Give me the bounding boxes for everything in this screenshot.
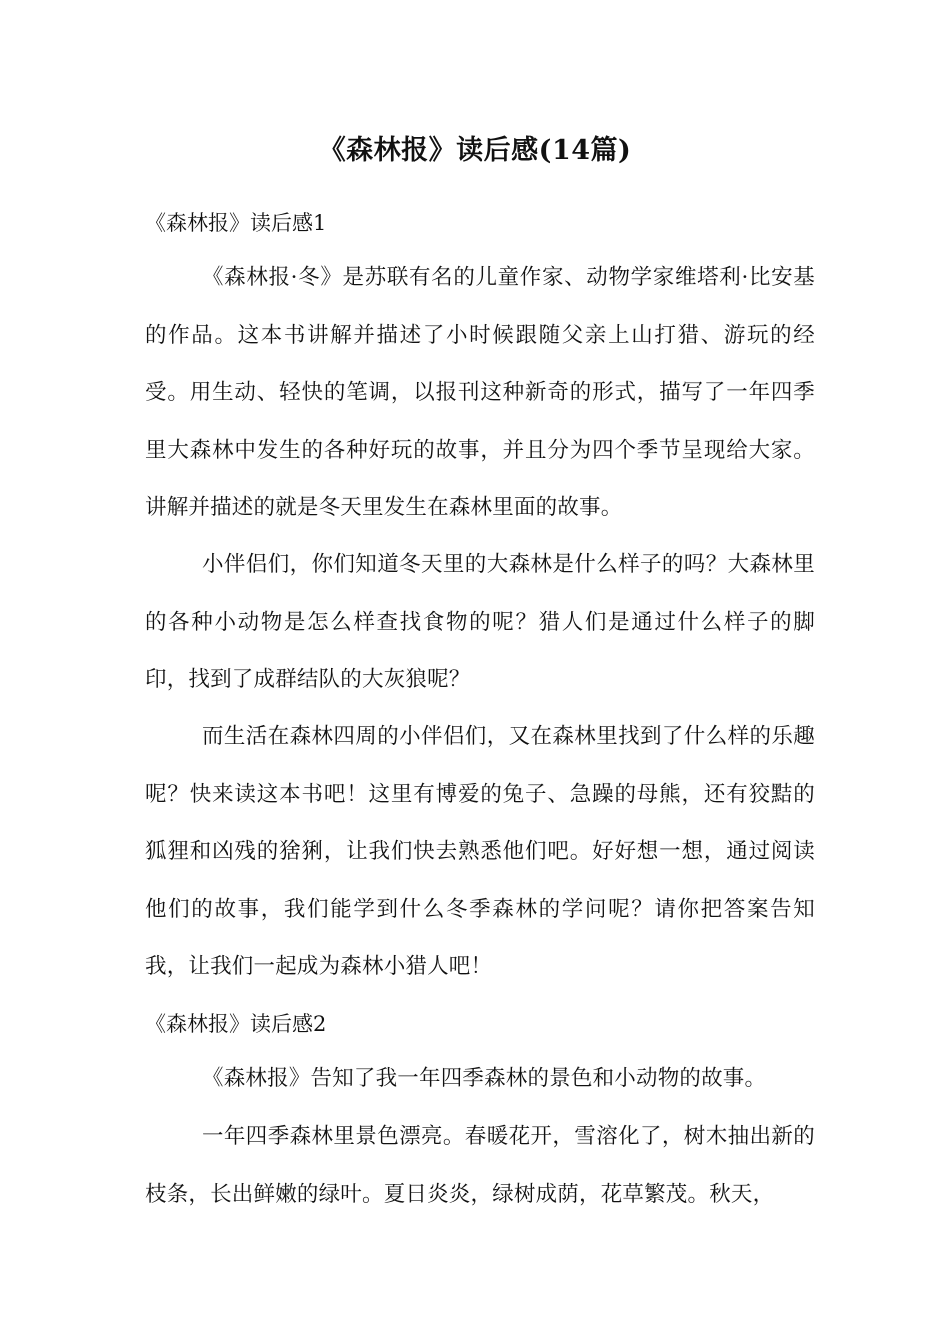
paragraph: 而生活在森林四周的小伴侣们，又在森林里找到了什么样的乐趣呢？快来读这本书吧！这里有博爱的兔子、急躁的母熊，还有狡黠的狐狸和凶残的猞猁，让我们快去熟悉他们吧。好好想一想，通过阅读他们的故事，我们能学到什么冬季森林的学问呢？请你把答案告知我，让我们一起成为森林小猎人吧！ <box>145 724 815 979</box>
section-heading: 《森林报》读后感2 <box>145 1012 327 1036</box>
section-heading: 《森林报》读后感1 <box>145 211 327 235</box>
paragraph: 一年四季森林里景色漂亮。春暖花开，雪溶化了，树木抽出新的枝条，长出鲜嫩的绿叶。夏日炎炎，绿树成荫，花草繁茂。秋天， <box>145 1124 815 1207</box>
paragraph: 《森林报·冬》是苏联有名的儿童作家、动物学家维塔利·比安基的作品。这本书讲解并描述了小时候跟随父亲上山打猎、游玩的经受。用生动、轻快的笔调，以报刊这种新奇的形式，描写了一年四季里大森林中发生的各种好玩的故事，并且分为四个季节呈现给大家。讲解并描述的就是冬天里发生在森林里面的故事。 <box>145 265 815 520</box>
document-title: 《森林报》读后感(14篇) <box>318 135 632 166</box>
paragraph: 小伴侣们，你们知道冬天里的大森林是什么样子的吗？大森林里的各种小动物是怎么样查找食物的呢？猎人们是通过什么样子的脚印，找到了成群结队的大灰狼呢？ <box>145 552 815 692</box>
paragraph: 《森林报》告知了我一年四季森林的景色和小动物的故事。 <box>202 1066 767 1091</box>
